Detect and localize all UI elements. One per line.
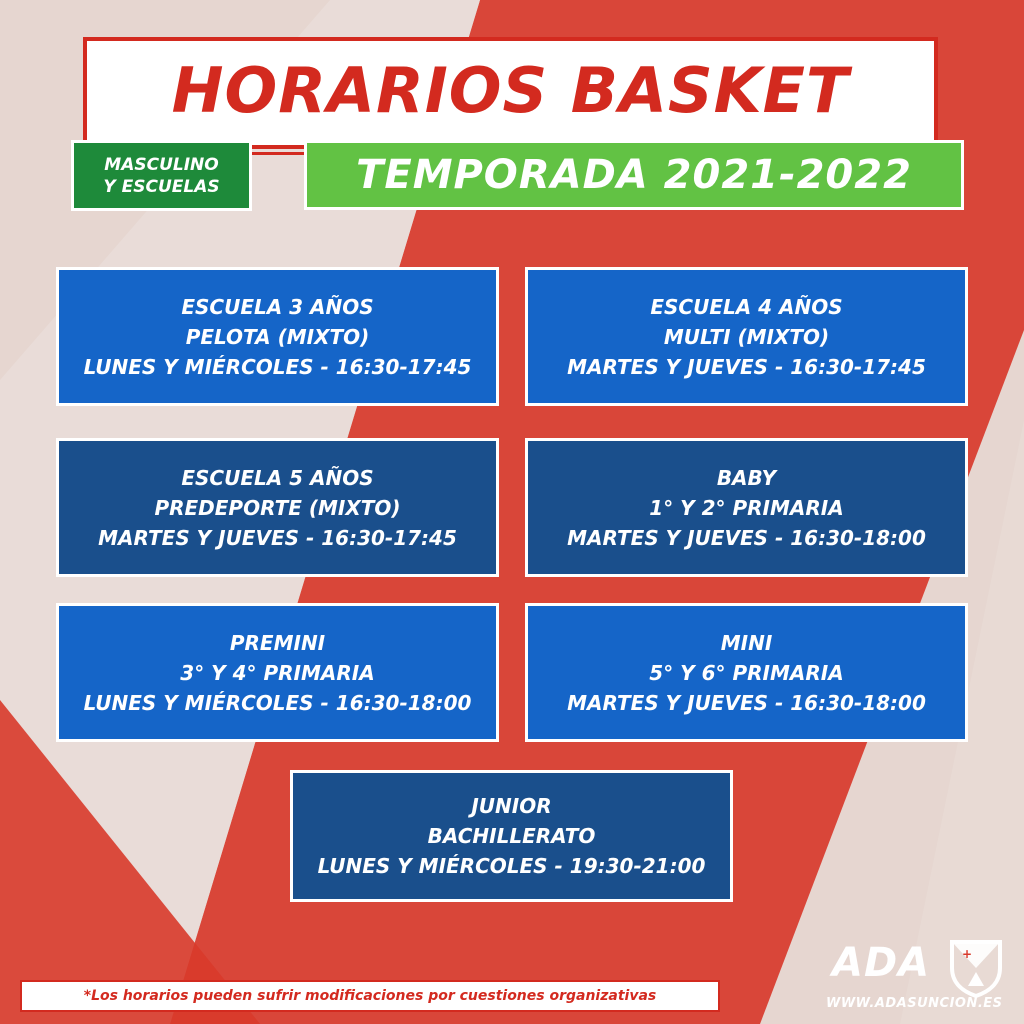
schedule-card-premini <box>56 603 499 742</box>
footer-disclaimer: *Los horarios pueden sufrir modificaciones por cuestiones organizativas <box>20 980 720 1012</box>
website-link[interactable]: WWW.ADASUNCION.ES <box>826 996 1003 1011</box>
schedule-card-baby <box>525 438 968 577</box>
card-level: 3° Y 4° PRIMARIA <box>180 660 375 685</box>
card-level: MULTI (MIXTO) <box>663 324 830 349</box>
season-tag: TEMPORADA 2021-2022 <box>304 140 964 210</box>
card-schedule: LUNES Y MIÉRCOLES - 19:30-21:00 <box>317 854 706 878</box>
card-group: JUNIOR <box>471 794 552 818</box>
card-group: BABY <box>716 465 777 490</box>
page-title: HORARIOS BASKET <box>171 54 850 127</box>
card-level: 5° Y 6° PRIMARIA <box>649 660 844 685</box>
card-group: ESCUELA 4 AÑOS <box>650 294 843 319</box>
schedule-card-junior <box>290 770 733 902</box>
card-level: BACHILLERATO <box>427 824 596 848</box>
card-level: 1° Y 2° PRIMARIA <box>649 495 844 520</box>
card-schedule: LUNES Y MIÉRCOLES - 16:30-18:00 <box>83 690 472 715</box>
card-group: ESCUELA 3 AÑOS <box>181 294 374 319</box>
category-tag-line: Y ESCUELAS <box>103 176 220 197</box>
card-group: MINI <box>720 630 773 655</box>
schedule-card-escuela-4 <box>525 267 968 406</box>
card-schedule: MARTES Y JUEVES - 16:30-18:00 <box>567 525 926 550</box>
card-schedule: LUNES Y MIÉRCOLES - 16:30-17:45 <box>83 354 472 379</box>
ada-logo-text: ADA <box>832 940 931 986</box>
svg-text:+: + <box>962 947 973 961</box>
club-shield-icon <box>948 938 1004 998</box>
tag-connector <box>252 152 304 155</box>
category-tag-line: MASCULINO <box>104 154 219 175</box>
category-tag <box>71 140 252 211</box>
card-schedule: MARTES Y JUEVES - 16:30-17:45 <box>567 354 926 379</box>
schedule-card-escuela-3 <box>56 267 499 406</box>
card-group: ESCUELA 5 AÑOS <box>181 465 374 490</box>
card-group: PREMINI <box>229 630 326 655</box>
card-schedule: MARTES Y JUEVES - 16:30-18:00 <box>567 690 926 715</box>
schedule-card-mini <box>525 603 968 742</box>
schedule-card-escuela-5 <box>56 438 499 577</box>
card-level: PREDEPORTE (MIXTO) <box>154 495 401 520</box>
card-schedule: MARTES Y JUEVES - 16:30-17:45 <box>98 525 457 550</box>
card-level: PELOTA (MIXTO) <box>185 324 370 349</box>
